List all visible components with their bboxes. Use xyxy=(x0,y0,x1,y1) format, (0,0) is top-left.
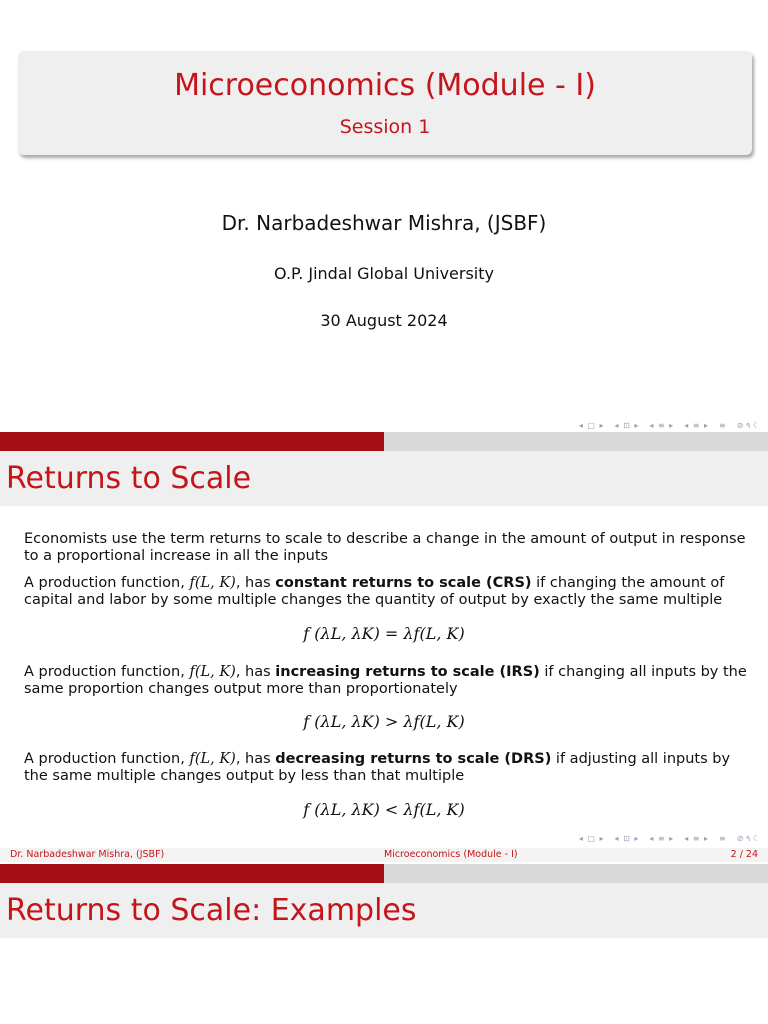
author-name: Dr. Narbadeshwar Mishra, (JSBF) xyxy=(221,211,547,235)
progress-fill-3 xyxy=(0,864,384,883)
crs-text-end: if changing the amount of capital and labor by some multiple changes the quantity of output by exactly the same multiple xyxy=(24,575,725,608)
drs-text-start: A production function, xyxy=(24,751,190,767)
drs-function: f(L, K) xyxy=(189,751,236,767)
nav-frame-icon[interactable]: ◂ □ ▸ xyxy=(578,421,605,430)
nav-menu-icon[interactable]: ≡ xyxy=(719,421,727,430)
drs-text-mid: , has xyxy=(235,751,276,767)
crs-term: constant returns to scale (CRS) xyxy=(275,575,532,591)
nav-subsection-icon[interactable]: ◂ ⊡ ▸ xyxy=(614,834,640,843)
nav-slide-icon[interactable]: ◂ ≡ ▸ xyxy=(684,834,710,843)
crs-text-start: A production function, xyxy=(24,575,190,591)
intro-paragraph: Economists use the term returns to scale to describe a change in the amount of output in response to a proportional increase in all the inputs xyxy=(24,531,746,564)
nav-search-icon[interactable]: ⊘ ۹ ☾ xyxy=(736,421,760,430)
irs-function: f(L, K) xyxy=(189,664,236,680)
crs-text-mid: , has xyxy=(235,575,276,591)
irs-text-mid: , has xyxy=(235,664,276,680)
nav-subsection-icon[interactable]: ◂ ⊡ ▸ xyxy=(614,421,640,430)
beamer-nav-symbols-2[interactable] xyxy=(579,834,760,843)
irs-term: increasing returns to scale (IRS) xyxy=(275,664,540,680)
beamer-nav-symbols[interactable] xyxy=(579,421,760,430)
frame-title-bar xyxy=(0,451,768,506)
institution: O.P. Jindal Global University xyxy=(274,264,494,283)
crs-equation: f (λL, λK) = λf(L, K) xyxy=(303,624,465,643)
frame-title-3: Returns to Scale: Examples xyxy=(6,893,417,928)
nav-menu-icon[interactable]: ≡ xyxy=(719,834,727,843)
frame-title-bar-3 xyxy=(0,883,768,938)
drs-paragraph xyxy=(24,751,748,785)
footer-page-number: 2 / 24 xyxy=(730,849,758,860)
progress-bar-3 xyxy=(0,864,768,883)
crs-function: f(L, K) xyxy=(189,575,236,591)
frame-title: Returns to Scale xyxy=(6,461,252,496)
footer-course: Microeconomics (Module - I) xyxy=(384,849,518,860)
drs-equation: f (λL, λK) < λf(L, K) xyxy=(303,800,465,819)
session-subtitle: Session 1 xyxy=(339,116,431,138)
irs-text-end: if changing all inputs by the same proportion changes output more than proportionately xyxy=(24,664,747,697)
slide-footer xyxy=(0,848,768,862)
presentation-title: Microeconomics (Module - I) xyxy=(174,68,596,103)
nav-search-icon[interactable]: ⊘ ۹ ☾ xyxy=(736,834,760,843)
crs-paragraph xyxy=(24,575,748,609)
progress-bar xyxy=(0,432,768,451)
drs-text-end: if adjusting all inputs by the same multiple changes output by less than that multiple xyxy=(24,751,731,784)
drs-term: decreasing returns to scale (DRS) xyxy=(275,751,552,767)
irs-text-start: A production function, xyxy=(24,664,190,680)
irs-paragraph xyxy=(24,664,748,698)
nav-section-icon[interactable]: ◂ ≡ ▸ xyxy=(649,834,675,843)
progress-fill xyxy=(0,432,384,451)
nav-section-icon[interactable]: ◂ ≡ ▸ xyxy=(649,421,675,430)
title-box xyxy=(18,51,752,155)
nav-frame-icon[interactable]: ◂ □ ▸ xyxy=(578,834,605,843)
footer-author: Dr. Narbadeshwar Mishra, (JSBF) xyxy=(10,849,165,860)
irs-equation: f (λL, λK) > λf(L, K) xyxy=(303,712,465,731)
presentation-date: 30 August 2024 xyxy=(320,311,448,330)
nav-slide-icon[interactable]: ◂ ≡ ▸ xyxy=(684,421,710,430)
